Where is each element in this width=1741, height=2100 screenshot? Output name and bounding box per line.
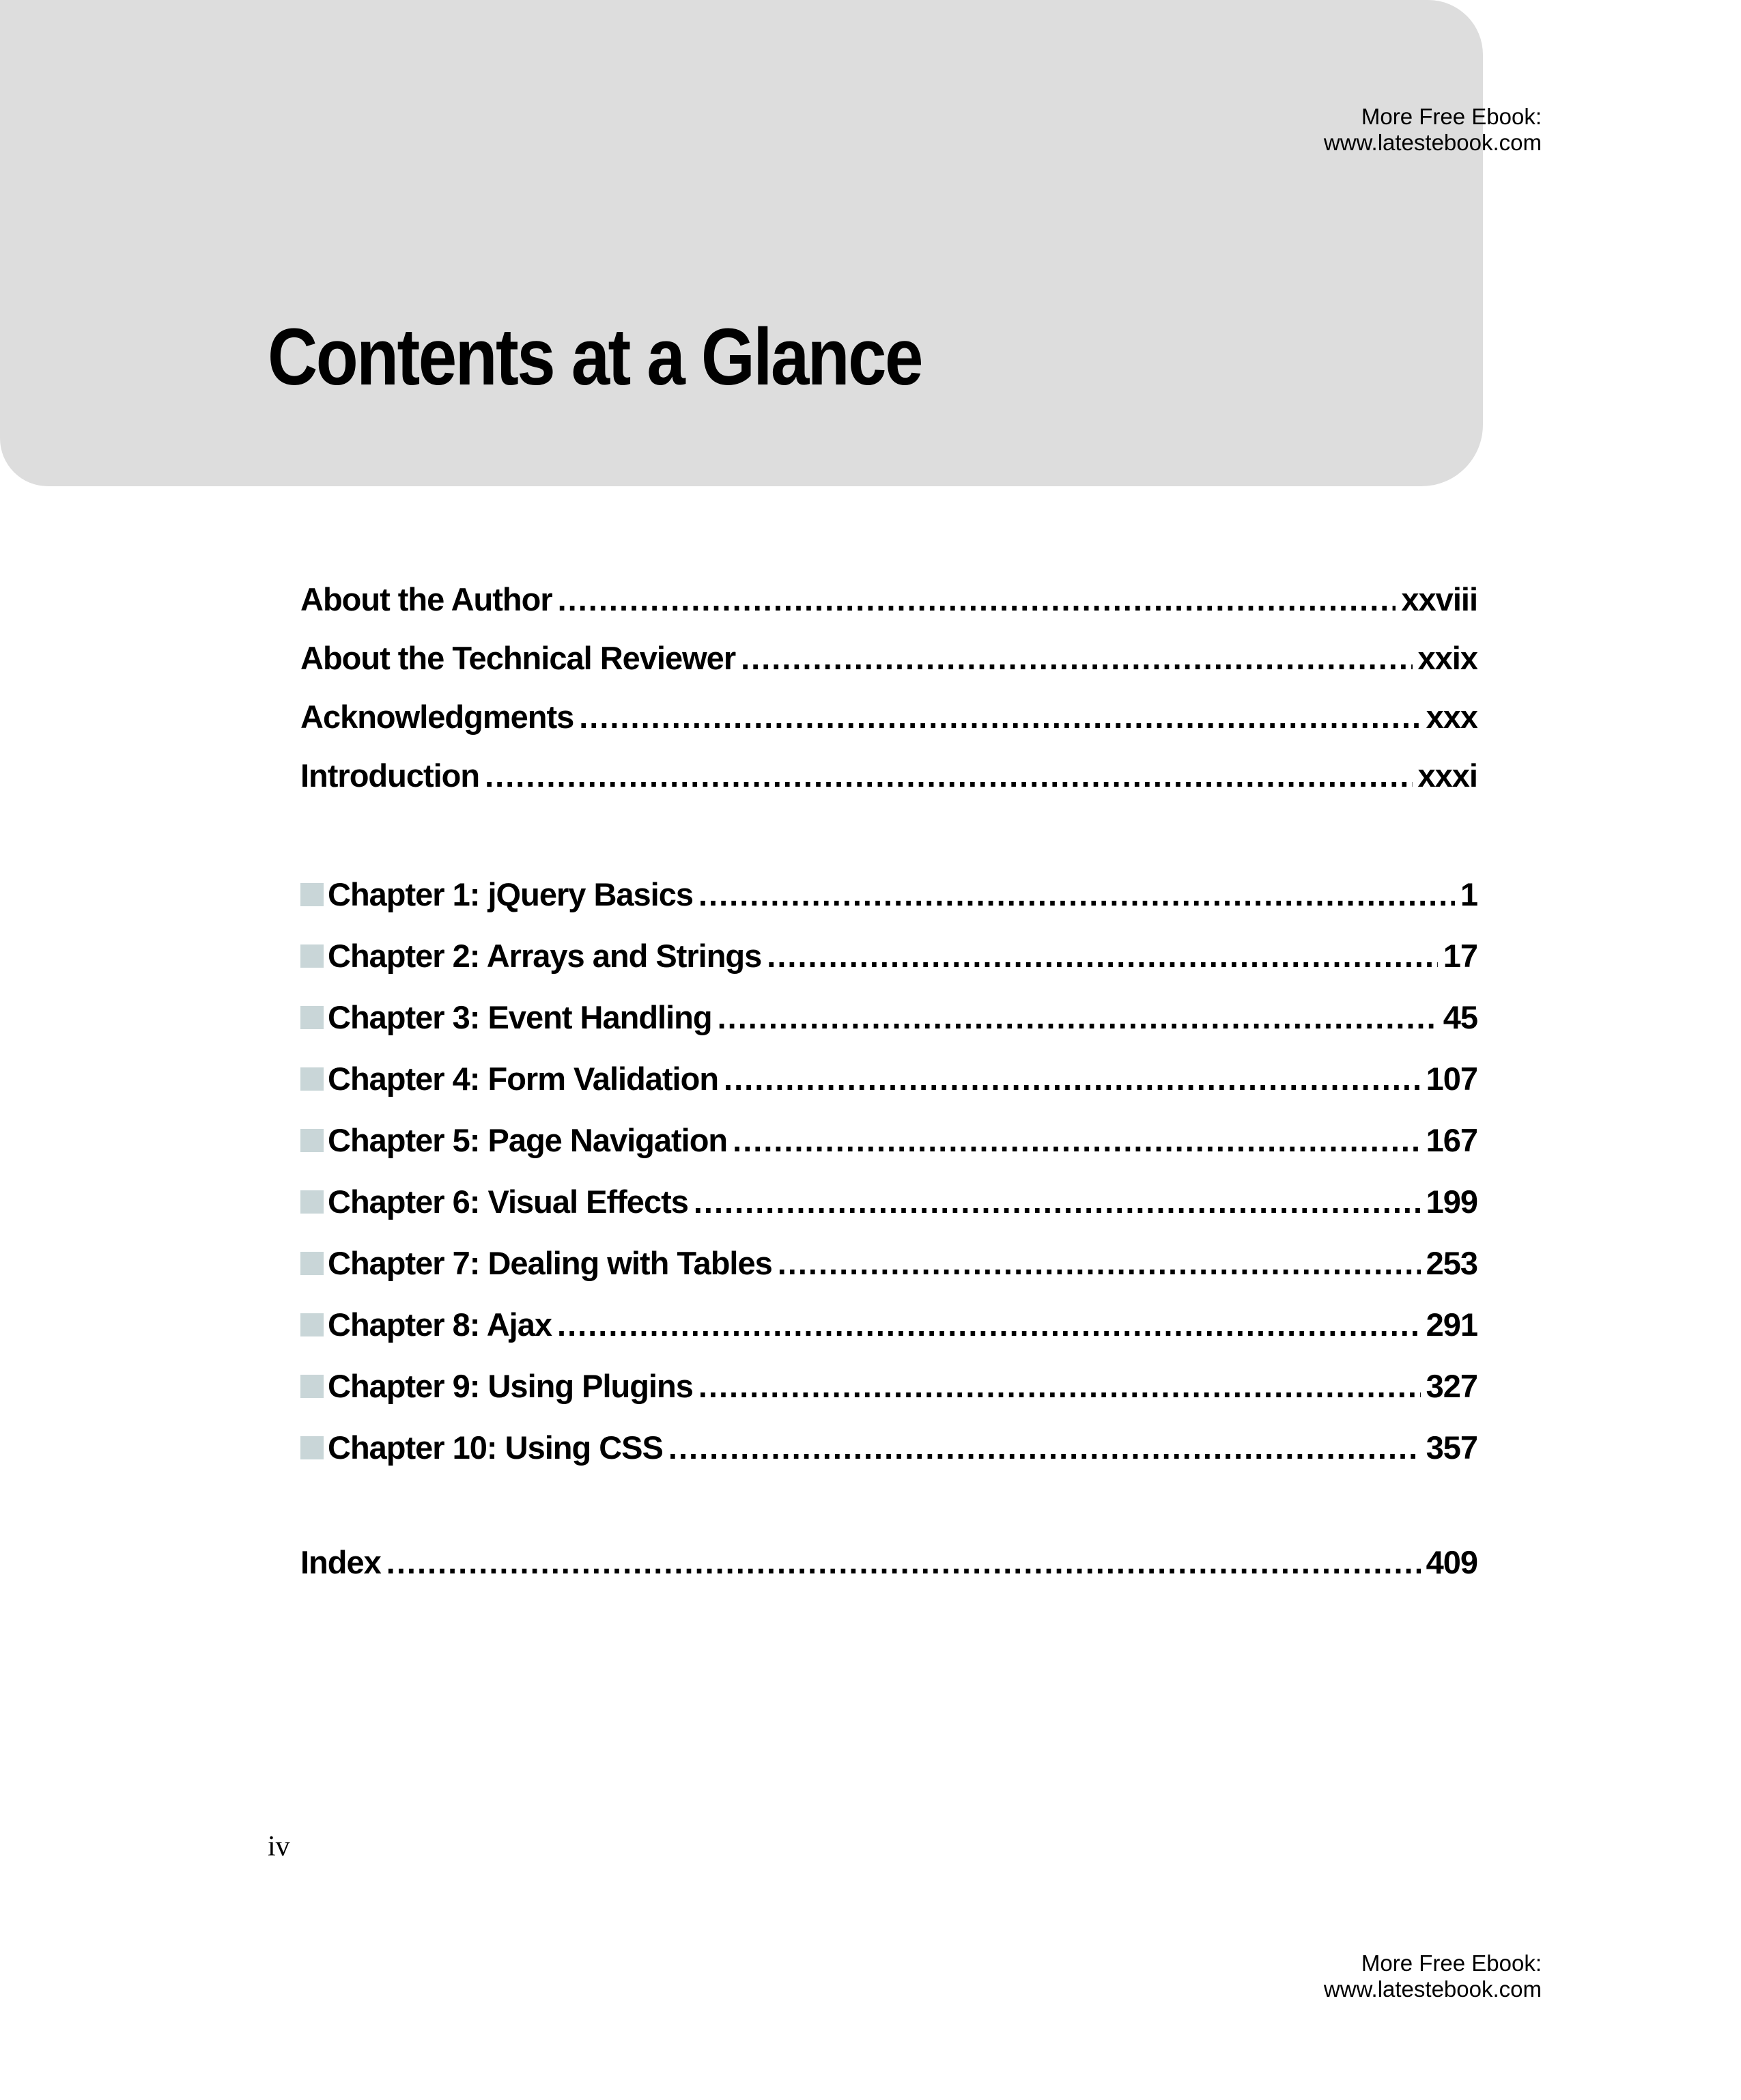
toc-entry-label: Chapter 10: Using CSS: [328, 1429, 663, 1466]
watermark-bottom: [1064, 1950, 1542, 2002]
toc-leader: [557, 1306, 1421, 1344]
chapter-bullet-icon: [300, 1190, 324, 1214]
toc-leader: [386, 1543, 1421, 1582]
chapter-bullet-icon: [300, 944, 324, 968]
chapter-bullet-icon: [300, 883, 324, 906]
toc-leader: [733, 1121, 1420, 1160]
chapter-bullet-icon: [300, 1313, 324, 1336]
toc-entry-label: Chapter 1: jQuery Basics: [328, 876, 693, 912]
toc-entry-page: 291: [1426, 1306, 1477, 1343]
toc-leader: [698, 1367, 1421, 1405]
toc-entry-label: About the Technical Reviewer: [300, 640, 736, 676]
toc-leader: [668, 1429, 1421, 1467]
chapter-bullet-icon: [300, 1067, 324, 1091]
toc-entry-acknowledgments[interactable]: [300, 692, 1477, 736]
chapter-bullet-icon: [300, 1252, 324, 1275]
toc-entry-label: Chapter 4: Form Validation: [328, 1061, 719, 1097]
toc-entry-page: xxviii: [1401, 581, 1477, 617]
toc-entry-page: 167: [1426, 1122, 1477, 1158]
toc-entry-label: Introduction: [300, 757, 480, 794]
toc-entry-page: xxxi: [1417, 757, 1477, 794]
toc-entry-chapter-5[interactable]: [300, 1116, 1477, 1160]
toc-entry-chapter-2[interactable]: [300, 932, 1477, 975]
toc-entry-label: Chapter 7: Dealing with Tables: [328, 1245, 772, 1281]
toc-entry-label: Chapter 9: Using Plugins: [328, 1368, 693, 1404]
toc-entry-label: Index: [300, 1544, 381, 1580]
toc-entry-label: Chapter 5: Page Navigation: [328, 1122, 728, 1158]
toc-entry-page: 107: [1426, 1061, 1477, 1097]
watermark-top: [1064, 104, 1542, 156]
chapter-bullet-icon: [300, 1129, 324, 1152]
toc-leader: [724, 1060, 1421, 1098]
toc-entry-chapter-4[interactable]: [300, 1054, 1477, 1098]
page-title: Contents at a Glance: [268, 312, 922, 402]
toc-entry-page: 199: [1426, 1184, 1477, 1220]
toc-leader: [778, 1244, 1421, 1283]
toc-entry-about-reviewer[interactable]: [300, 634, 1477, 677]
toc-entry-index[interactable]: [300, 1538, 1477, 1582]
toc-entry-label: Chapter 3: Event Handling: [328, 999, 712, 1035]
watermark-line1: More Free Ebook:: [1361, 1950, 1542, 1976]
toc-entry-introduction[interactable]: [300, 751, 1477, 795]
toc-entry-chapter-6[interactable]: [300, 1177, 1477, 1221]
toc-entry-page: 1: [1460, 876, 1477, 912]
watermark-line2: www.latestebook.com: [1323, 1976, 1542, 2002]
toc-entry-chapter-3[interactable]: [300, 993, 1477, 1037]
toc-entry-chapter-8[interactable]: [300, 1300, 1477, 1344]
toc-entry-page: 409: [1426, 1544, 1477, 1580]
toc-entry-label: Chapter 6: Visual Effects: [328, 1184, 688, 1220]
toc-entry-about-author[interactable]: [300, 575, 1477, 619]
watermark-line1: More Free Ebook:: [1361, 104, 1542, 129]
toc-entry-label: Chapter 8: Ajax: [328, 1306, 552, 1343]
toc-entry-page: 357: [1426, 1429, 1477, 1466]
toc-leader: [485, 757, 1412, 795]
header-band: [0, 0, 1483, 486]
toc-leader: [718, 998, 1438, 1037]
chapter-bullet-icon: [300, 1436, 324, 1459]
toc-entry-label: About the Author: [300, 581, 552, 617]
toc-entry-chapter-9[interactable]: [300, 1362, 1477, 1405]
chapter-bullet-icon: [300, 1375, 324, 1398]
toc-entry-chapter-10[interactable]: [300, 1423, 1477, 1467]
toc-entry-page: 45: [1443, 999, 1477, 1035]
watermark-line2: www.latestebook.com: [1323, 130, 1542, 155]
toc-entry-page: xxix: [1417, 640, 1477, 676]
toc-leader: [579, 698, 1420, 736]
page-folio: iv: [268, 1831, 290, 1862]
toc-entry-chapter-7[interactable]: [300, 1239, 1477, 1283]
toc-leader: [698, 876, 1455, 914]
toc-entry-label: Acknowledgments: [300, 699, 574, 735]
chapter-bullet-icon: [300, 1006, 324, 1029]
toc-entry-chapter-1[interactable]: [300, 870, 1477, 914]
toc-entry-page: xxx: [1426, 699, 1477, 735]
toc-leader: [694, 1183, 1421, 1221]
toc-entry-label: Chapter 2: Arrays and Strings: [328, 938, 762, 974]
toc-leader: [767, 937, 1437, 975]
toc-entry-page: 17: [1443, 938, 1477, 974]
toc-entry-page: 253: [1426, 1245, 1477, 1281]
toc-leader: [558, 580, 1396, 619]
toc-leader: [741, 639, 1412, 677]
toc-entry-page: 327: [1426, 1368, 1477, 1404]
